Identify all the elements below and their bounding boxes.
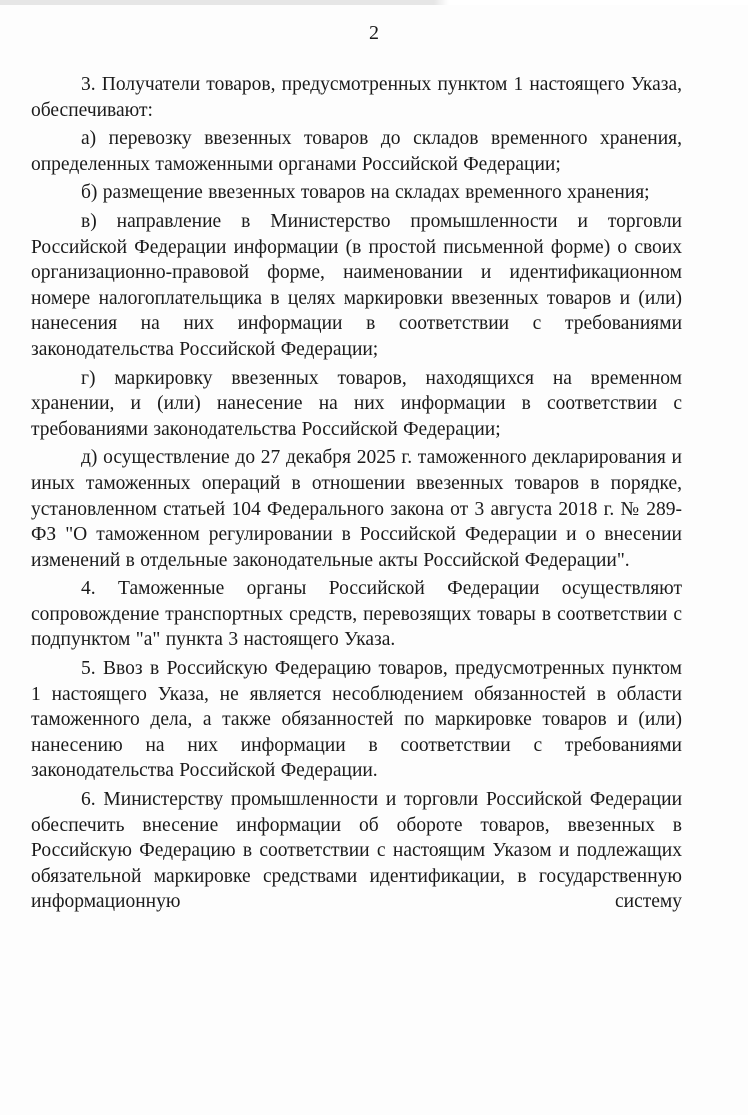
top-edge-strip — [0, 0, 748, 5]
paragraph-5: 5. Ввоз в Российскую Федерацию товаров, предусмотренных пунктом 1 настоящего Указа, не является несоблюдением обязанностей в области таможенного дела, а также обязанностей по маркировке товаров и (или) нанесению на них информации в соответствии с требованиями законодательства Российской Федерации. — [31, 658, 682, 782]
paragraph-4: 4. Таможенные органы Российской Федерации осуществляют сопровождение транспортных средств, перевозящих товары в соответствии с подпунктом "а" пункта 3 настоящего Указа. — [31, 578, 682, 651]
paragraph-3a: а) перевозку ввезенных товаров до складов временного хранения, определенных таможенными органами Российской Федерации; — [31, 128, 682, 175]
paragraph-3g: г) маркировку ввезенных товаров, находящихся на временном хранении, и (или) нанесение на них информации в соответствии с требованиями законодательства Российской Федерации; — [31, 367, 682, 440]
document-body — [31, 72, 682, 918]
page-number: 2 — [369, 22, 379, 44]
paragraph-6: 6. Министерству промышленности и торговли Российской Федерации обеспечить внесение информации об обороте товаров, ввезенных в Российскую Федерацию в соответствии с настоящим Указом и подлежащих обязательной маркировке средствами идентификации, в государственную информационную систему — [31, 789, 682, 913]
paragraph-3d: д) осуществление до 27 декабря 2025 г. таможенного декларирования и иных таможенных операций в отношении ввезенных товаров в порядке, установленном статьей 104 Федерального закона от 3 августа 2018 г. № 289-ФЗ "О таможенном регулировании в Российской Федерации и о внесении изменений в отдельные законодательные акты Российской Федерации". — [31, 447, 682, 571]
paragraph-3-intro: 3. Получатели товаров, предусмотренных пунктом 1 настоящего Указа, обеспечивают: — [31, 74, 682, 121]
paragraph-3v: в) направление в Министерство промышленности и торговли Российской Федерации информации (в простой письменной форме) о своих организационно-правовой форме, наименовании и идентификационном номере налогоплательщика в целях маркировки ввезенных товаров и (или) нанесения на них информации в соответствии с требованиями законодательства Российской Федерации; — [31, 210, 682, 360]
paragraph-3b: б) размещение ввезенных товаров на складах временного хранения; — [81, 182, 650, 204]
